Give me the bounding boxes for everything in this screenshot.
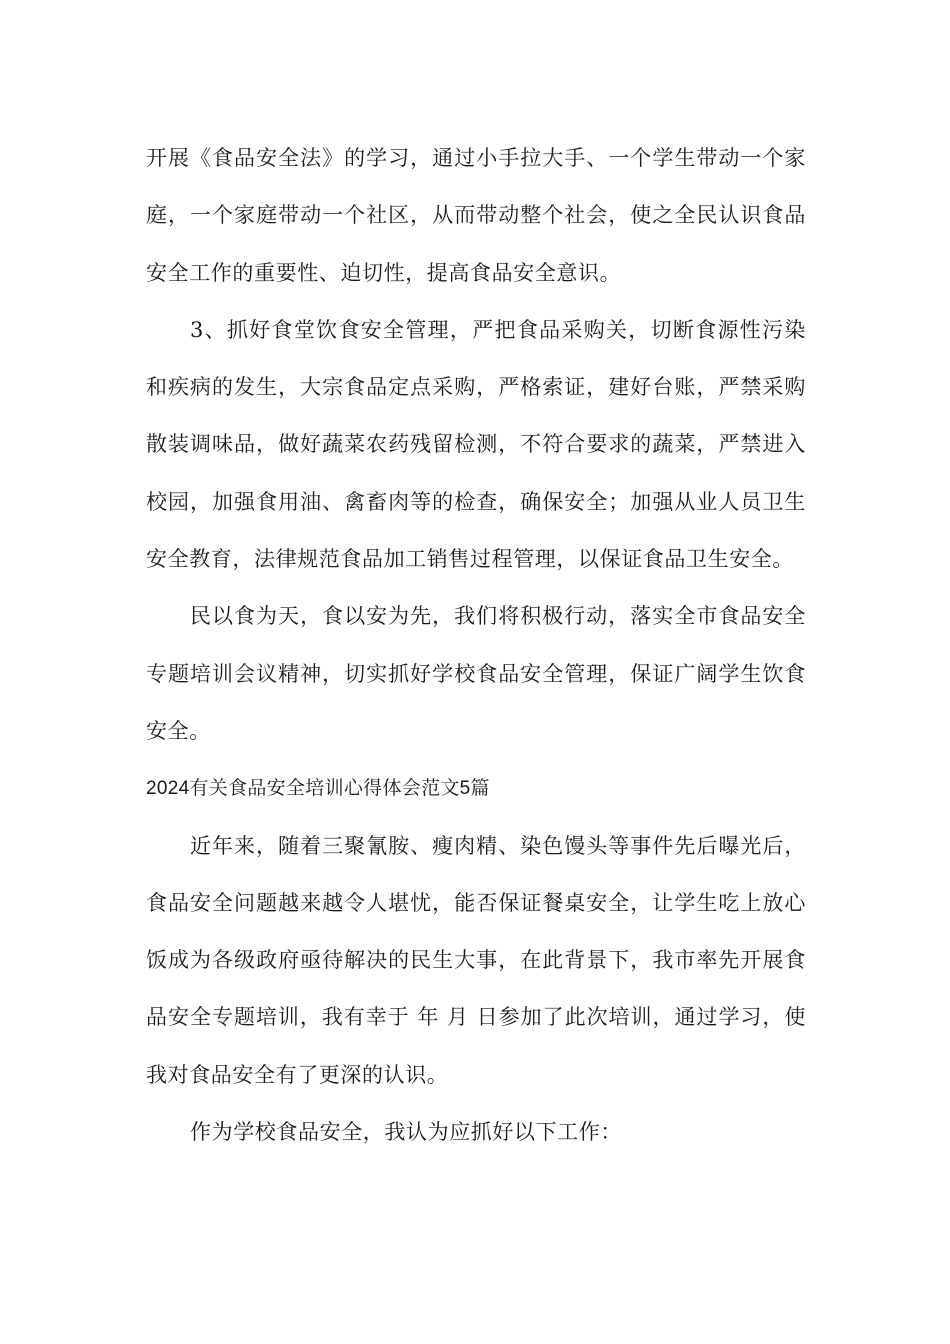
paragraph-food-safety-law-study: 开展《食品安全法》的学习，通过小手拉大手、一个学生带动一个家庭，一个家庭带动一个社区，从而带动整个社会，使之全民认识食品安全工作的重要性、迫切性，提高食品安全意识。 bbox=[146, 146, 806, 285]
document-body bbox=[146, 130, 806, 1161]
paragraph-work-items-lead: 作为学校食品安全，我认为应抓好以下工作： bbox=[190, 1120, 622, 1145]
paragraph-canteen-management: 3、抓好食堂饮食安全管理，严把食品采购关，切断食源性污染和疾病的发生，大宗食品定点采购，严格索证，建好台账，严禁采购散装调味品，做好蔬菜农药残留检测，不符合要求的蔬菜，严禁进入校园，加强食用油、禽畜肉等的检查，确保安全；加强从业人员卫生安全教育，法律规范食品加工销售过程管理，以保证食品卫生安全。 bbox=[146, 317, 806, 572]
section-title: 2024有关食品安全培训心得体会范文5篇 bbox=[146, 778, 490, 800]
paragraph-introduction: 近年来，随着三聚氰胺、瘦肉精、染色馒头等事件先后曝光后，食品安全问题越来越令人堪忧，能否保证餐桌安全，让学生吃上放心饭成为各级政府亟待解决的民生大事，在此背景下，我市率先开展食品安全专题培训，我有幸于 年 月 日参加了此次培训，通过学习，使我对食品安全有了更深的认识。 bbox=[146, 833, 806, 1087]
paragraph-conclusion: 民以食为天，食以安为先，我们将积极行动，落实全市食品安全专题培训会议精神，切实抓好学校食品安全管理，保证广阔学生饮食安全。 bbox=[146, 604, 806, 743]
